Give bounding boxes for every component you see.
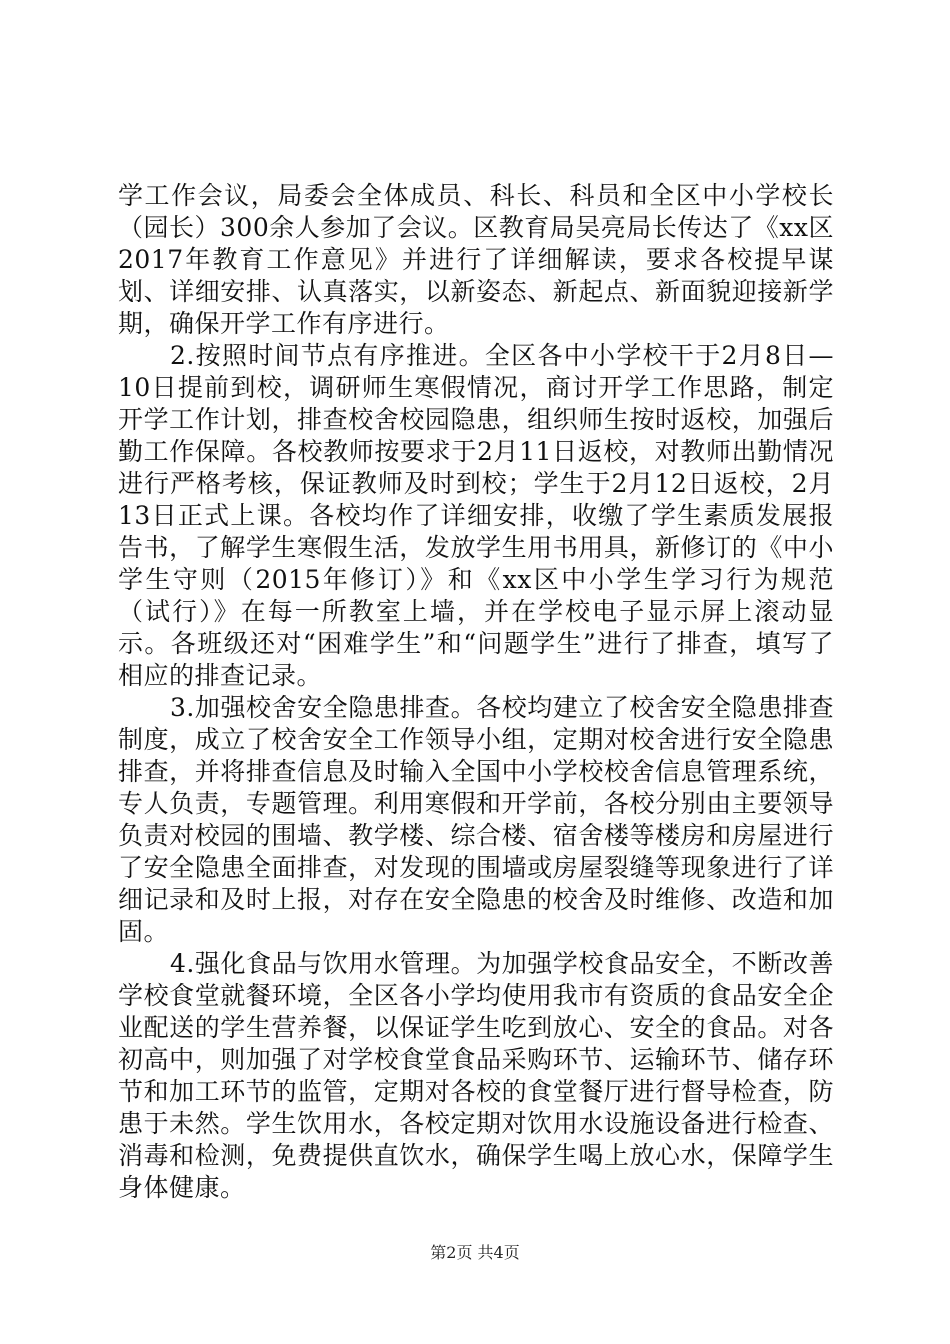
- document-body: [118, 180, 834, 1204]
- page-number-label: 第2页 共4页: [430, 1243, 520, 1262]
- paragraph-continued: 学工作会议，局委会全体成员、科长、科员和全区中小学校长（园长）300余人参加了会议。区教育局吴亮局长传达了《xx区2017年教育工作意见》并进行了详细解读，要求各校提早谋划、详细安排、认真落实，以新姿态、新起点、新面貌迎接新学期，确保开学工作有序进行。: [118, 181, 834, 338]
- paragraph-item-2: 2.按照时间节点有序推进。全区各中小学校干于2月8日—10日提前到校，调研师生寒假情况，商讨开学工作思路，制定开学工作计划，排查校舍校园隐患，组织师生按时返校，加强后勤工作保障。各校教师按要求于2月11日返校，对教师出勤情况进行严格考核，保证教师及时到校；学生于2月12日返校，2月13日正式上课。各校均作了详细安排，收缴了学生素质发展报告书，了解学生寒假生活，发放学生用书用具，新修订的《中小学生守则（2015年修订）》和《xx区中小学生学习行为规范（试行）》在每一所教室上墙，并在学校电子显示屏上滚动显示。各班级还对“困难学生”和“问题学生”进行了排查，填写了相应的排查记录。: [118, 341, 834, 690]
- page-footer: [0, 1243, 950, 1263]
- paragraph-item-4: 4.强化食品与饮用水管理。为加强学校食品安全，不断改善学校食堂就餐环境，全区各小学均使用我市有资质的食品安全企业配送的学生营养餐，以保证学生吃到放心、安全的食品。对各初高中，则加强了对学校食堂食品采购环节、运输环节、储存环节和加工环节的监管，定期对各校的食堂餐厅进行督导检查，防患于未然。学生饮用水，各校定期对饮用水设施设备进行检查、消毒和检测，免费提供直饮水，确保学生喝上放心水，保障学生身体健康。: [118, 949, 834, 1202]
- paragraph-item-3: 3.加强校舍安全隐患排查。各校均建立了校舍安全隐患排查制度，成立了校舍安全工作领导小组，定期对校舍进行安全隐患排查，并将排查信息及时输入全国中小学校校舍信息管理系统，专人负责，专题管理。利用寒假和开学前，各校分别由主要领导负责对校园的围墙、教学楼、综合楼、宿舍楼等楼房和房屋进行了安全隐患全面排查，对发现的围墙或房屋裂缝等现象进行了详细记录和及时上报，对存在安全隐患的校舍及时维修、改造和加固。: [118, 693, 834, 946]
